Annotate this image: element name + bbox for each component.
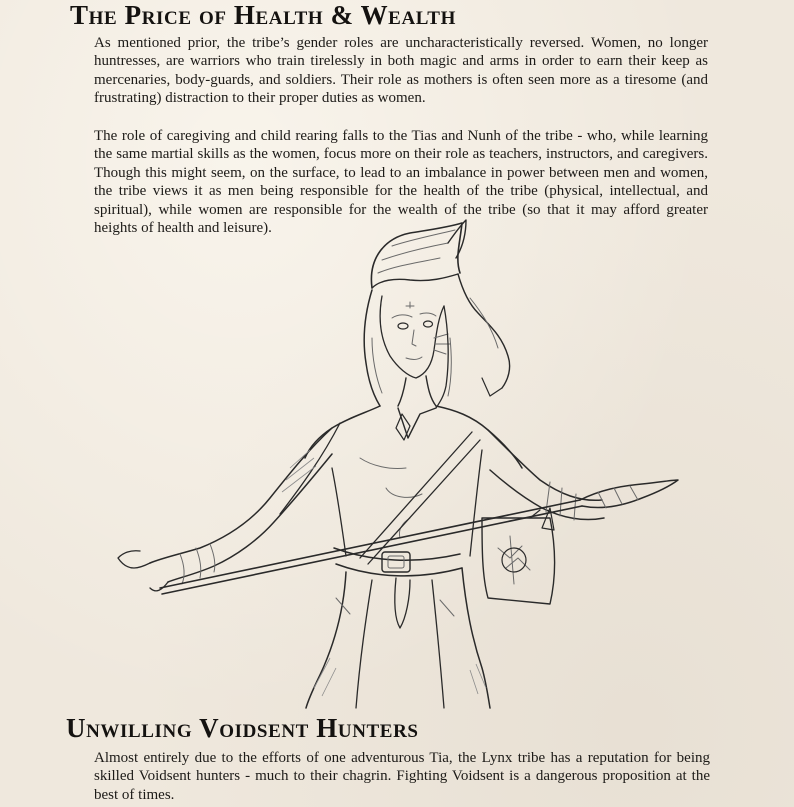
body-paragraph-gender-roles: As mentioned prior, the tribe’s gender roles are uncharacteristically reversed. Women, no longer huntresses, are warriors who train tirelessly in both magic and arms in order to earn their keep as mercenaries, body-guards, and soldiers. Their role as mothers is often seen more as a tiresome (and frustrating) distraction to their proper duties as women. bbox=[94, 35, 708, 107]
body-paragraph-voidsent: Almost entirely due to the efforts of one adventurous Tia, the Lynx tribe has a reputation for being skilled Voidsent hunters - much to their chagrin. Fighting Voidsent is a dangerous proposition at the best of times. bbox=[94, 750, 710, 803]
spear-sketch bbox=[160, 480, 678, 594]
torso-sketch bbox=[305, 376, 522, 576]
face-sketch bbox=[364, 290, 451, 408]
body-paragraph-caregiving: The role of caregiving and child rearing falls to the Tias and Nunh of the tribe - who, while learning the same martial skills as the women, focus more on their role as teachers, instructors, and caregivers. Though this might seem, on the surface, to lead to an imbalance in power between men and women, the tribe views it as men being responsible for the health of the tribe (physical, intellectual, and spiritual), while women are responsible for the wealth of the tribe (so that it may afford greater heights of health and leisure). bbox=[94, 128, 708, 237]
legs-sketch bbox=[306, 568, 490, 708]
headwrap-sketch bbox=[371, 220, 509, 396]
section-heading-price-of-health: The Price of Health & Wealth bbox=[70, 0, 456, 30]
pencil-sketch-lynx-warrior-icon bbox=[110, 218, 685, 710]
lynx-warrior-illustration bbox=[110, 218, 685, 710]
left-arm-sketch bbox=[118, 423, 340, 591]
section-heading-voidsent-hunters: Unwilling Voidsent Hunters bbox=[66, 713, 419, 743]
